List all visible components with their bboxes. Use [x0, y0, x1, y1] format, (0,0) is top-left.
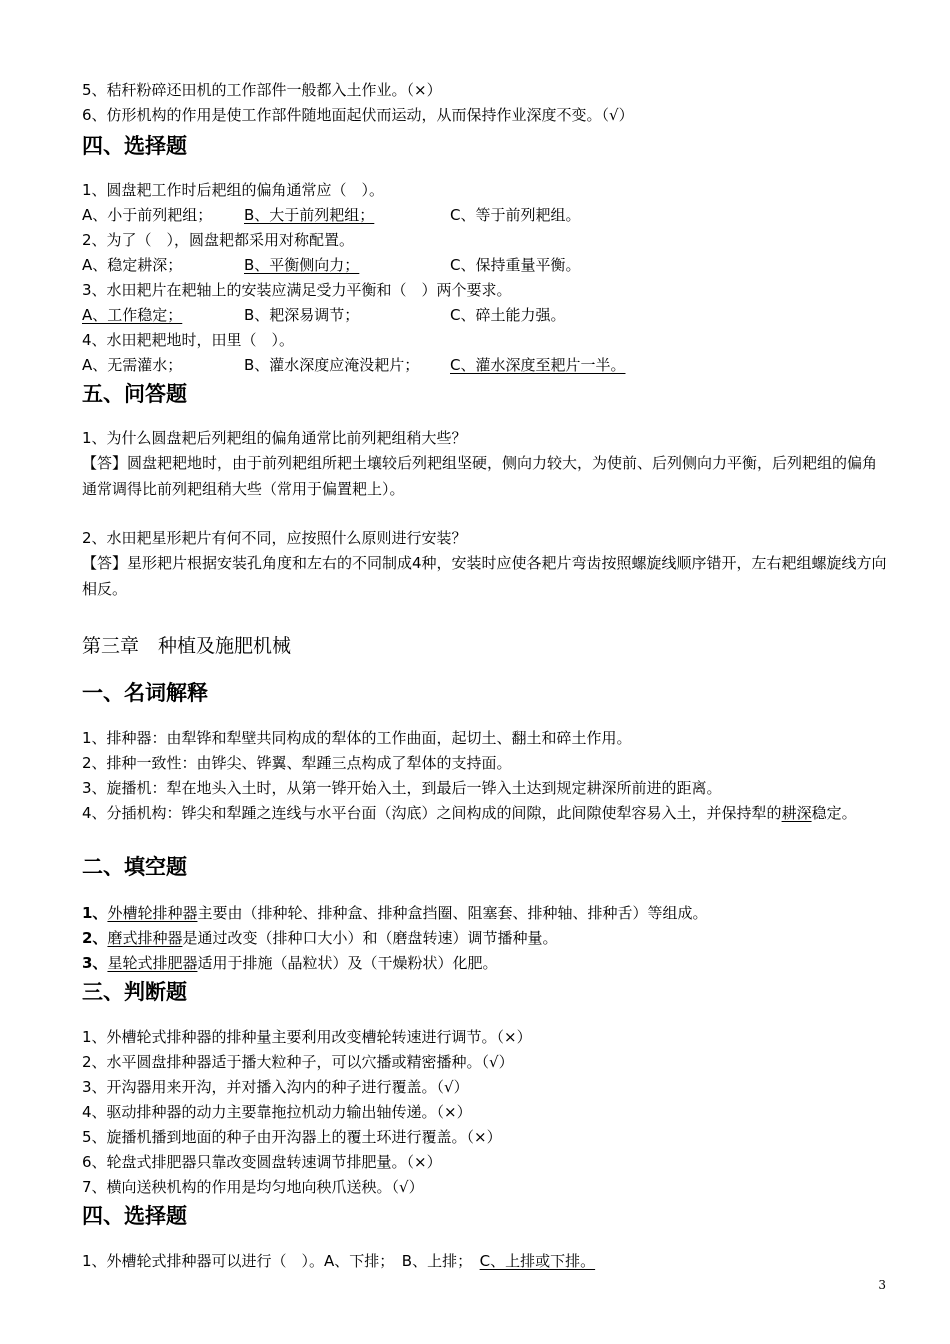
- option-b-answer: B、平衡侧向力；: [244, 256, 360, 274]
- choice-options-2: [82, 255, 888, 275]
- option-c-answer: C、灌水深度至耙片一半。: [450, 356, 626, 374]
- choice-question-1: 1、圆盘耙工作时后耙组的偏角通常应（ ）。: [82, 181, 385, 199]
- underlined-term: 磨式排种器: [107, 929, 183, 947]
- term-item-1: 1、排种器：由犁铧和犁壁共同构成的犁体的工作曲面，起切土、翻土和碎土作用。: [82, 729, 632, 747]
- judge-item-4: 4、驱动排种器的动力主要靠拖拉机动力输出轴传递。（×）: [82, 1103, 472, 1121]
- section-heading-judge: 三、判断题: [82, 980, 187, 1004]
- underlined-term: 星轮式排肥器: [107, 954, 198, 972]
- qa-answer-1: 【答】圆盘耙耙地时，由于前列耙组所耙土壤较后列耙组坚硬，侧向力较大，为使前、后列侧向力平衡，后列耙组的偏角通常调得比前列耙组稍大些（常用于偏置耙上）。: [82, 454, 878, 498]
- underlined-term: 耕深: [781, 804, 812, 822]
- option-a-answer: A、工作稳定；: [82, 306, 183, 324]
- judge-item-7: 7、横向送秧机构的作用是均匀地向秧爪送秧。（√）: [82, 1178, 424, 1196]
- fill-item-3: 3、星轮式排肥器适用于排施（晶粒状）及（干燥粉状）化肥。: [82, 954, 498, 972]
- fill-item-2: 2、磨式排种器是通过改变（排种口大小）和（磨盘转速）调节播种量。: [82, 929, 558, 947]
- option-c: C、保持重量平衡。: [450, 256, 581, 274]
- judge-item-5: 5、旋播机播到地面的种子由开沟器上的覆土环进行覆盖。（×）: [82, 1128, 502, 1146]
- term-item-3: 3、旋播机：犁在地头入土时，从第一铧开始入土，到最后一铧入土达到规定耕深所前进的距离。: [82, 779, 722, 797]
- option-c-answer: C、上排或下排。: [479, 1252, 596, 1270]
- judge-item-6: 6、仿形机构的作用是使工作部件随地面起伏而运动，从而保持作业深度不变。（√）: [82, 106, 634, 124]
- option-b-answer: B、大于前列耙组；: [244, 206, 375, 224]
- choice-options-4: [82, 355, 888, 375]
- judge-item-1: 1、外槽轮式排种器的排种量主要利用改变槽轮转速进行调节。（×）: [82, 1028, 532, 1046]
- choice-question-2: 2、为了（ ），圆盘耙都采用对称配置。: [82, 231, 355, 249]
- term-item-2: 2、排种一致性：由铧尖、铧翼、犁踵三点构成了犁体的支持面。: [82, 754, 512, 772]
- chapter-title: 第三章 种植及施肥机械: [82, 635, 292, 657]
- choice-question-4: 4、水田耙耙地时，田里（ ）。: [82, 331, 295, 349]
- choice2-question-1: 1、外槽轮式排种器可以进行（ ）。A、下排； B、上排； C、上排或下排。: [82, 1252, 596, 1270]
- option-b: B、耙深易调节；: [244, 306, 360, 324]
- term-item-4: 4、分插机构：铧尖和犁踵之连线与水平台面（沟底）之间构成的间隙，此间隙使犁容易入土，并保持犁的耕深稳定。: [82, 804, 857, 822]
- option-a: A、小于前列耙组；: [82, 206, 213, 224]
- option-a: A、稳定耕深；: [82, 256, 183, 274]
- section-heading-fill: 二、填空题: [82, 855, 187, 879]
- judge-item-5: 5、秸秆粉碎还田机的工作部件一般都入土作业。（×）: [82, 81, 442, 99]
- choice-options-3: [82, 305, 888, 325]
- section-heading-terms: 一、名词解释: [82, 681, 208, 705]
- qa-answer-2: 【答】星形耙片根据安装孔角度和左右的不同制成4种，安装时应使各耙片弯齿按照螺旋线顺序错开，左右耙组螺旋线方向相反。: [82, 554, 887, 598]
- fill-item-1: 1、外槽轮排种器主要由（排种轮、排种盒、排种盒挡圈、阻塞套、排种轴、排种舌）等组成。: [82, 904, 708, 922]
- option-a: A、无需灌水；: [82, 356, 183, 374]
- choice-options-1: [82, 205, 888, 225]
- qa-question-1: 1、为什么圆盘耙后列耙组的偏角通常比前列耙组稍大些？: [82, 429, 467, 447]
- qa-question-2: 2、水田耙星形耙片有何不同，应按照什么原则进行安装？: [82, 529, 467, 547]
- judge-item-2: 2、水平圆盘排种器适于播大粒种子，可以穴播或精密播种。（√）: [82, 1053, 514, 1071]
- option-c: C、碎土能力强。: [450, 306, 566, 324]
- judge-item-3: 3、开沟器用来开沟，并对播入沟内的种子进行覆盖。（√）: [82, 1078, 469, 1096]
- section-heading-choice: 四、选择题: [82, 134, 187, 158]
- section-heading-choice-2: 四、选择题: [82, 1204, 187, 1228]
- section-heading-qa: 五、问答题: [82, 382, 187, 406]
- judge-item-6: 6、轮盘式排肥器只靠改变圆盘转速调节排肥量。（×）: [82, 1153, 442, 1171]
- underlined-term: 外槽轮排种器: [107, 904, 198, 922]
- option-c: C、等于前列耙组。: [450, 206, 581, 224]
- option-b: B、灌水深度应淹没耙片；: [244, 356, 420, 374]
- page-number: 3: [878, 1278, 886, 1292]
- choice-question-3: 3、水田耙片在耙轴上的安装应满足受力平衡和（ ）两个要求。: [82, 281, 512, 299]
